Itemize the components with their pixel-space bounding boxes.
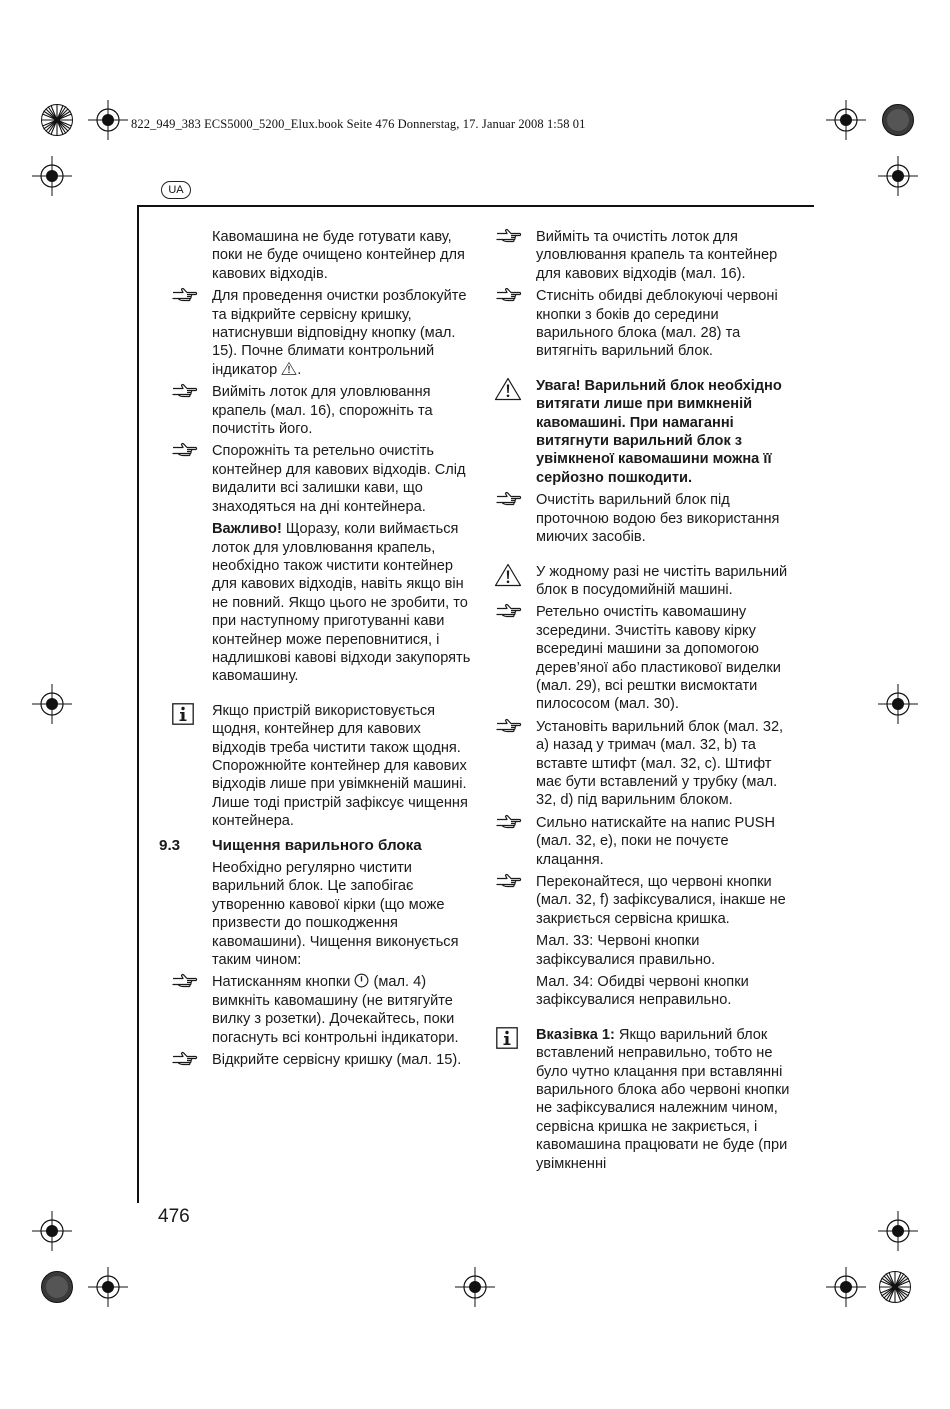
starburst-registration-icon [40,103,74,137]
step-empty-container: Спорожніть та ретельно очистіть контейнер для кавових відходів. Слід видалити всі залишки кави, що знаходяться на дні контейнера. [212,442,474,516]
step-clean-inside: Ретельно очистіть кавомашину зсередини. Зчистіть кавову кірку всередині машини за допомогою дерев’яної або пластикової виделки (мал. 29), всі рештки висмоктати пилососом (мал. 30). [536,603,798,713]
pointing-hand-icon [496,718,522,734]
important-paragraph: Важливо! Щоразу, коли виймається лоток для уловлювання крапель, необхідно також чистити контейнер для кавових відходів, навіть якщо він не повний. Якщо цього не зробити, то при наступному приготуванні кави контейнер може переповнитися, і надлишкові кавові відходи закупорять кавомашину. [212,521,471,685]
step-install-brew-unit: Установіть варильний блок (мал. 32, a) назад у тримач (мал. 32, b) та вставте штифт (мал. 32, c). Штифт має бути вставлений у трубку (мал. 32, d) під варильним блоком. [536,718,798,810]
pointing-hand-icon [172,287,198,303]
left-rule [137,205,139,1203]
pointing-hand-icon [496,228,522,244]
page-number: 476 [158,1206,190,1227]
registration-mark-icon [455,1267,495,1307]
registration-mark-icon [826,100,866,140]
registration-mark-icon [88,100,128,140]
section-number: 9.3 [159,836,181,854]
info-note-1: Вказівка 1: Якщо варильний блок вставлений неправильно, тобто не було чутно клацання при вставлянні варильного блока або червоні кнопки не зафіксувалися належним чином, сервісна кришка не закриється, і кавомашина працювати не буде (при увімкненні [536,1026,798,1173]
registration-mark-icon [878,156,918,196]
registration-mark-icon [826,1267,866,1307]
step-switch-off: Натисканням кнопки (мал. 4) вимкніть кавомашину (не витягуйте вилку з розетки). Дочекайтесь, поки погаснуть всі контрольні індикатори. [212,973,474,1047]
step-remove-brew-unit: Стисніть обидві деблокуючі червоні кнопки з боків до середини варильного блока (мал. 28) та витягніть варильний блок. [536,287,798,361]
section-title: Чищення варильного блока [212,836,422,854]
section-intro: Необхідно регулярно чистити варильний блок. Це запобігає утворенню кавової кірки (що може призвести до пошкодження кавомашини). Чищення виконується таким чином: [212,860,459,969]
registration-mark-icon [88,1267,128,1307]
section-heading [159,836,474,855]
pointing-hand-icon [172,442,198,458]
pointing-hand-icon [172,973,198,989]
language-badge: UA [161,181,191,199]
warning-triangle-icon [494,563,522,587]
pointing-hand-icon [496,603,522,619]
pointing-hand-icon [496,491,522,507]
registration-mark-icon [32,1211,72,1251]
step-open-service-cover: Для проведення очистки розблокуйте та відкрийте сервісну кришку, натиснувши відповідну кнопку (мал. 15). Почне блимати контрольний індикатор . [212,287,474,379]
step-press-push: Сильно натискайте на напис PUSH (мал. 32, e), поки не почуєте клацання. [536,814,798,869]
intro-paragraph: Кавомашина не буде готувати каву, поки не буде очищено контейнер для кавових відходів. [212,229,465,282]
pointing-hand-icon [496,287,522,303]
left-column [159,228,474,1073]
figure-34-caption: Мал. 34: Обидві червоні кнопки зафіксувалися неправильно. [536,974,749,1009]
figure-33-caption: Мал. 33: Червоні кнопки зафіксувалися правильно. [536,933,716,968]
pointing-hand-icon [172,383,198,399]
pointing-hand-icon [496,814,522,830]
info-icon [496,1027,518,1049]
step-check-buttons: Переконайтеся, що червоні кнопки (мал. 32, f) зафіксувалися, інакше не закриється сервісна кришка. [536,873,798,928]
warning-switched-off: Увага! Варильний блок необхідно витягати лише при вимкненій кавомашині. При намаганні витягнути варильний блок з увімкненої кавомашини можна її серйозно пошкодити. [536,377,798,487]
warning-no-dishwasher: У жодному разі не чистіть варильний блок в посудомийній машині. [536,563,798,600]
power-button-icon [354,973,369,988]
registration-mark-icon [32,156,72,196]
right-column [536,228,798,1177]
step-clean-tray: Вийміть та очистіть лоток для уловлювання крапель та контейнер для кавових відходів (мал. 16). [536,228,798,283]
dark-registration-icon [881,103,915,137]
starburst-registration-icon [878,1270,912,1304]
info-icon [172,703,194,725]
step-drip-tray: Вийміть лоток для уловлювання крапель (мал. 16), спорожніть та почистіть його. [212,383,474,438]
pointing-hand-icon [172,1051,198,1067]
registration-mark-icon [878,684,918,724]
step-rinse-brew-unit: Очистіть варильний блок під проточною водою без використання миючих засобів. [536,491,798,546]
registration-mark-icon [878,1211,918,1251]
info-note-daily: Якщо пристрій використовується щодня, контейнер для кавових відходів треба чистити також щодня. Спорожнюйте контейнер для кавових відходів лише при увімкненій машині. Лише тоді пристрій зафіксує чищення контейнера. [212,702,474,831]
registration-mark-icon [32,684,72,724]
dark-registration-icon [40,1270,74,1304]
pointing-hand-icon [496,873,522,889]
step-open-cover: Відкрийте сервісну кришку (мал. 15). [212,1051,474,1069]
warning-triangle-icon [494,377,522,401]
print-slug: 822_949_383 ECS5000_5200_Elux.book Seite 476 Donnerstag, 17. Januar 2008 1:58 01 [131,117,586,131]
warning-triangle-icon [281,361,297,376]
top-rule [137,205,814,207]
